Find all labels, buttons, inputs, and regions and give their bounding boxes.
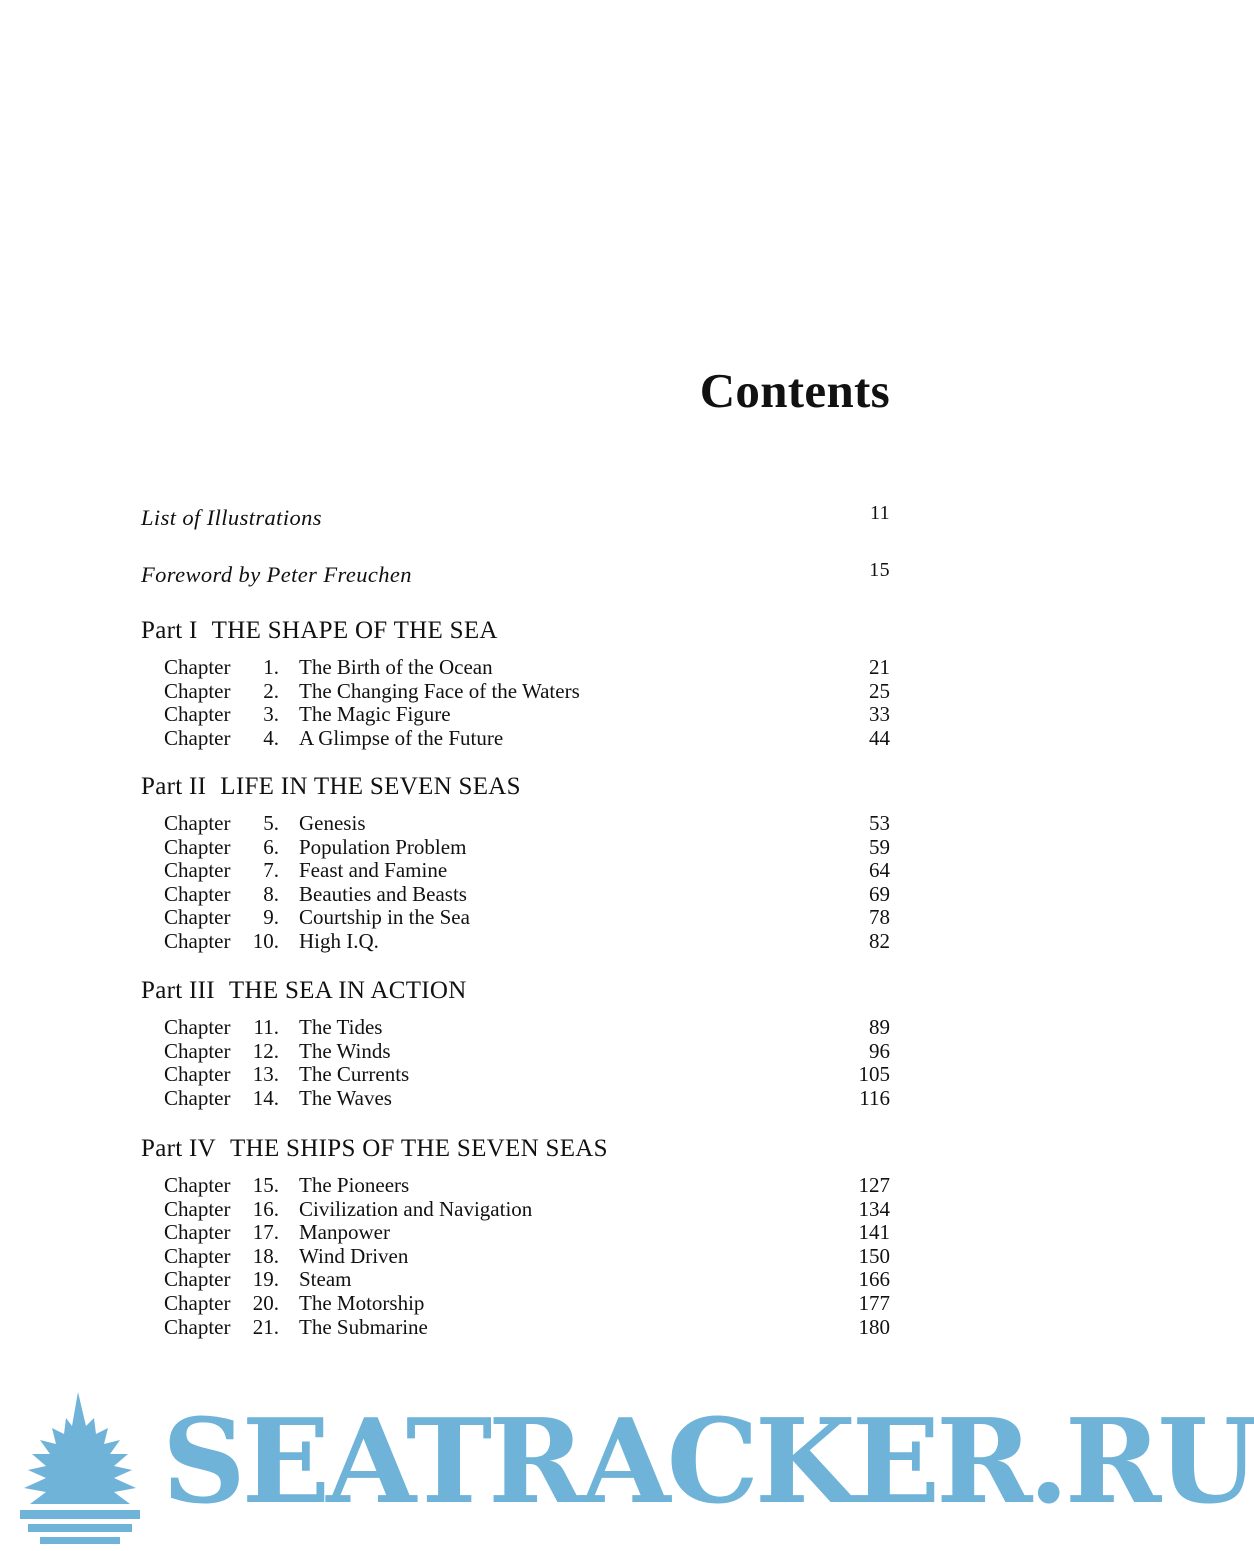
chapter-row bbox=[164, 1174, 890, 1198]
chapter-title: High I.Q. bbox=[299, 928, 379, 953]
chapter-page: 21 bbox=[869, 655, 890, 679]
chapter-row bbox=[164, 1316, 890, 1340]
chapter-page: 150 bbox=[858, 1243, 890, 1268]
part-heading bbox=[141, 1135, 608, 1163]
chapter-title: Feast and Famine bbox=[299, 858, 448, 883]
chapter-number: 13. bbox=[252, 1062, 279, 1087]
chapter-row bbox=[164, 1087, 890, 1111]
chapter-word: Chapter bbox=[164, 1015, 231, 1039]
chapter-title: Wind Driven bbox=[299, 1243, 409, 1268]
page-title: Contents bbox=[699, 363, 890, 418]
chapter-row bbox=[164, 1198, 890, 1222]
chapter-row bbox=[164, 703, 890, 727]
chapter-row bbox=[164, 1292, 890, 1316]
chapter-row bbox=[164, 883, 890, 907]
chapter-row bbox=[164, 1040, 890, 1064]
chapter-word: Chapter bbox=[164, 811, 231, 835]
chapter-title: The Submarine bbox=[299, 1314, 428, 1339]
part-heading bbox=[141, 617, 498, 645]
part-label: Part III bbox=[141, 977, 215, 1004]
chapter-page: 116 bbox=[859, 1085, 890, 1110]
chapter-row bbox=[164, 1063, 890, 1087]
part-heading bbox=[141, 773, 521, 801]
chapter-number: 12. bbox=[252, 1038, 279, 1063]
chapter-number: 9. bbox=[263, 905, 279, 930]
chapter-title: Steam bbox=[299, 1267, 352, 1292]
chapter-row bbox=[164, 859, 890, 883]
chapter-number: 16. bbox=[252, 1196, 279, 1221]
entry-title: Foreword by Peter Freuchen bbox=[141, 562, 412, 587]
chapter-word: Chapter bbox=[164, 1314, 231, 1339]
chapter-page: 82 bbox=[869, 928, 890, 953]
chapter-title: The Changing Face of the Waters bbox=[299, 678, 580, 703]
chapter-title: Beauties and Beasts bbox=[299, 881, 467, 906]
chapter-word: Chapter bbox=[164, 725, 231, 750]
entry-page: 11 bbox=[869, 502, 890, 524]
chapter-page: 69 bbox=[869, 881, 890, 906]
chapter-list bbox=[164, 1016, 890, 1110]
chapter-title: The Waves bbox=[299, 1085, 392, 1110]
chapter-word: Chapter bbox=[164, 928, 231, 953]
chapter-word: Chapter bbox=[164, 1290, 231, 1315]
chapter-page: 134 bbox=[858, 1196, 890, 1221]
chapter-number: 2. bbox=[263, 678, 279, 703]
chapter-word: Chapter bbox=[164, 1062, 231, 1087]
front-matter-entry bbox=[141, 559, 890, 588]
chapter-page: 59 bbox=[869, 834, 890, 859]
chapter-list bbox=[164, 656, 890, 750]
chapter-word: Chapter bbox=[164, 1267, 231, 1292]
chapter-title: The Motorship bbox=[299, 1290, 425, 1315]
chapter-number: 4. bbox=[263, 725, 279, 750]
chapter-page: 64 bbox=[869, 858, 890, 883]
chapter-row bbox=[164, 1268, 890, 1292]
chapter-title: Civilization and Navigation bbox=[299, 1196, 533, 1221]
chapter-number: 14. bbox=[252, 1085, 279, 1110]
chapter-word: Chapter bbox=[164, 1038, 231, 1063]
entry-page: 15 bbox=[869, 559, 890, 581]
chapter-number: 17. bbox=[252, 1220, 279, 1245]
front-matter-entry bbox=[141, 502, 890, 531]
part-heading bbox=[141, 977, 467, 1005]
part-title: THE SHAPE OF THE SEA bbox=[211, 617, 498, 644]
chapter-page: 33 bbox=[869, 702, 890, 727]
chapter-number: 3. bbox=[263, 702, 279, 727]
chapter-word: Chapter bbox=[164, 858, 231, 883]
chapter-row bbox=[164, 930, 890, 954]
chapter-number: 21. bbox=[252, 1314, 279, 1339]
chapter-page: 53 bbox=[869, 811, 890, 835]
chapter-title: Genesis bbox=[299, 811, 366, 835]
chapter-title: The Pioneers bbox=[299, 1173, 410, 1197]
part-title: LIFE IN THE SEVEN SEAS bbox=[220, 773, 521, 800]
chapter-number: 6. bbox=[263, 834, 279, 859]
chapter-number: 19. bbox=[252, 1267, 279, 1292]
chapter-title: Population Problem bbox=[299, 834, 467, 859]
chapter-word: Chapter bbox=[164, 702, 231, 727]
chapter-title: Manpower bbox=[299, 1220, 390, 1245]
chapter-page: 180 bbox=[858, 1314, 890, 1339]
chapter-word: Chapter bbox=[164, 1085, 231, 1110]
chapter-title: The Birth of the Ocean bbox=[299, 655, 493, 679]
chapter-page: 25 bbox=[869, 678, 890, 703]
chapter-number: 11. bbox=[253, 1015, 279, 1039]
chapter-title: The Magic Figure bbox=[299, 702, 451, 727]
part-label: Part IV bbox=[141, 1135, 217, 1162]
chapter-page: 89 bbox=[869, 1015, 890, 1039]
chapter-row bbox=[164, 1221, 890, 1245]
entry-title: List of Illustrations bbox=[141, 505, 322, 530]
chapter-title: The Currents bbox=[299, 1062, 410, 1087]
chapter-title: Courtship in the Sea bbox=[299, 905, 470, 930]
chapter-list bbox=[164, 1174, 890, 1339]
chapter-number: 15. bbox=[252, 1173, 279, 1197]
chapter-row bbox=[164, 727, 890, 751]
part-title: THE SEA IN ACTION bbox=[228, 977, 467, 1004]
chapter-number: 18. bbox=[252, 1243, 279, 1268]
part-label: Part I bbox=[141, 617, 198, 644]
chapter-row bbox=[164, 906, 890, 930]
chapter-title: The Tides bbox=[299, 1015, 383, 1039]
watermark-text: SEATRACKER.RU bbox=[162, 1394, 1254, 1530]
chapter-number: 10. bbox=[252, 928, 279, 953]
chapter-page: 96 bbox=[869, 1038, 890, 1063]
chapter-page: 78 bbox=[869, 905, 890, 930]
chapter-number: 7. bbox=[263, 858, 279, 883]
chapter-word: Chapter bbox=[164, 905, 231, 930]
chapter-number: 8. bbox=[263, 881, 279, 906]
chapter-number: 1. bbox=[263, 655, 279, 679]
chapter-word: Chapter bbox=[164, 655, 231, 679]
chapter-word: Chapter bbox=[164, 1173, 231, 1197]
chapter-page: 105 bbox=[858, 1062, 890, 1087]
chapter-list bbox=[164, 812, 890, 954]
chapter-page: 166 bbox=[858, 1267, 890, 1292]
chapter-word: Chapter bbox=[164, 1243, 231, 1268]
chapter-word: Chapter bbox=[164, 881, 231, 906]
chapter-row bbox=[164, 680, 890, 704]
chapter-page: 141 bbox=[858, 1220, 890, 1245]
chapter-number: 5. bbox=[263, 811, 279, 835]
chapter-word: Chapter bbox=[164, 1220, 231, 1245]
chapter-number: 20. bbox=[252, 1290, 279, 1315]
chapter-page: 177 bbox=[858, 1290, 890, 1315]
part-label: Part II bbox=[141, 773, 207, 800]
chapter-word: Chapter bbox=[164, 1196, 231, 1221]
chapter-page: 44 bbox=[869, 725, 890, 750]
chapter-page: 127 bbox=[858, 1173, 890, 1197]
chapter-title: The Winds bbox=[299, 1038, 391, 1063]
chapter-word: Chapter bbox=[164, 678, 231, 703]
chapter-row bbox=[164, 656, 890, 680]
chapter-row bbox=[164, 812, 890, 836]
chapter-word: Chapter bbox=[164, 834, 231, 859]
chapter-row bbox=[164, 1016, 890, 1040]
chapter-row bbox=[164, 836, 890, 860]
part-title: THE SHIPS OF THE SEVEN SEAS bbox=[230, 1135, 608, 1162]
chapter-row bbox=[164, 1245, 890, 1269]
chapter-title: A Glimpse of the Future bbox=[299, 725, 504, 750]
